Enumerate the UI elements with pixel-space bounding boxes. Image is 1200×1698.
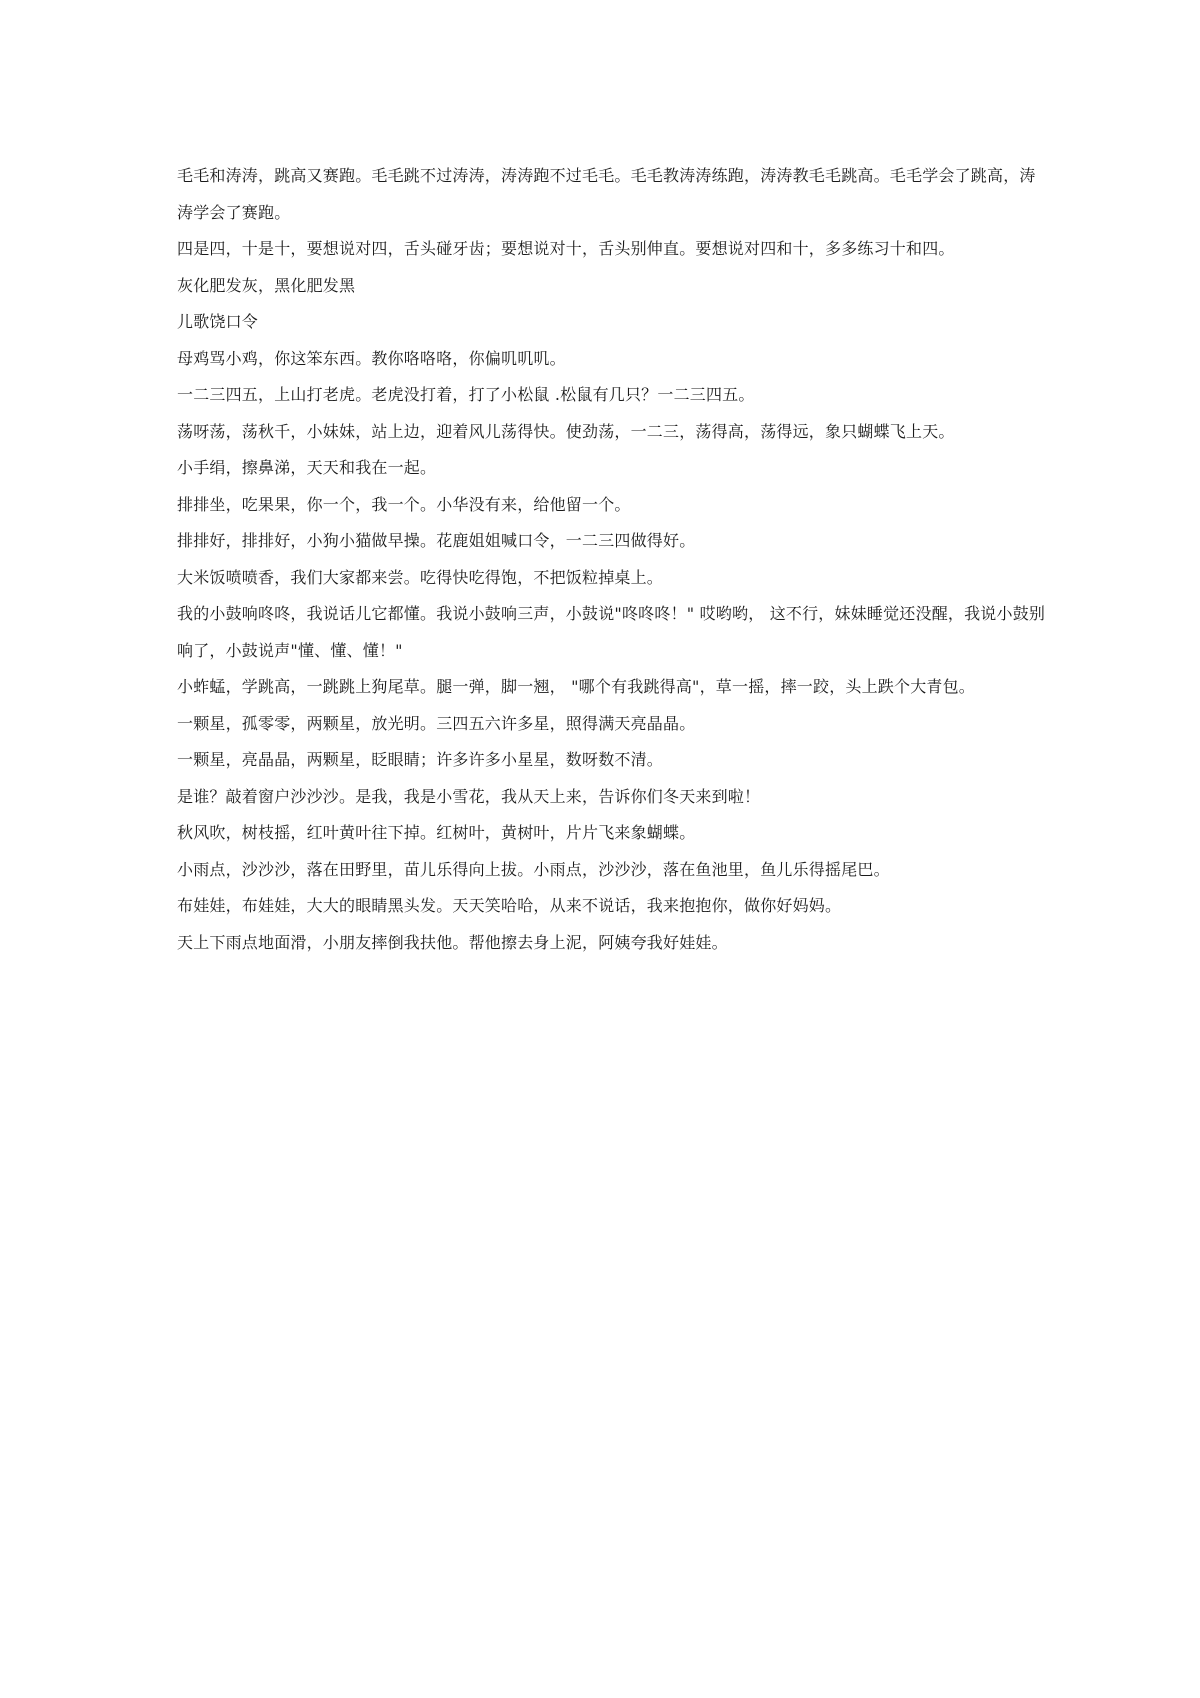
paragraph: 大米饭喷喷香，我们大家都来尝。吃得快吃得饱，不把饭粒掉桌上。 [177, 567, 664, 587]
paragraph: 是谁？敲着窗户沙沙沙。是我，我是小雪花，我从天上来，告诉你们冬天来到啦！ [177, 786, 761, 806]
paragraph: 我的小鼓响咚咚，我说话儿它都懂。我说小鼓响三声，小鼓说"咚咚咚！" 哎哟哟， 这不行，妹妹睡觉还没醒，我说小鼓别响了，小鼓说声"懂、懂、懂！" [177, 604, 1046, 660]
paragraph: 小蚱蜢，学跳高，一跳跳上狗尾草。腿一弹，脚一翘， "哪个有我跳得高"，草一摇，摔一跤，头上跌个大青包。 [177, 677, 976, 696]
paragraph: 荡呀荡，荡秋千，小妹妹，站上边，迎着风儿荡得快。使劲荡，一二三，荡得高，荡得远，象只蝴蝶飞上天。 [177, 421, 955, 441]
paragraph: 天上下雨点地面滑，小朋友摔倒我扶他。帮他擦去身上泥，阿姨夸我好娃娃。 [177, 932, 728, 952]
paragraph: 毛毛和涛涛，跳高又赛跑。毛毛跳不过涛涛，涛涛跑不过毛毛。毛毛教涛涛练跑，涛涛教毛毛跳高。毛毛学会了跳高，涛涛学会了赛跑。 [177, 166, 1036, 222]
paragraph: 儿歌饶口令 [177, 312, 259, 331]
paragraph: 排排好，排排好，小狗小猫做早操。花鹿姐姐喊口令，一二三四做得好。 [177, 531, 696, 550]
paragraph: 灰化肥发灰，黑化肥发黑 [177, 275, 356, 295]
paragraph: 一颗星，亮晶晶，两颗星，眨眼睛；许多许多小星星，数呀数不清。 [177, 750, 664, 769]
paragraph: 母鸡骂小鸡，你这笨东西。教你咯咯咯，你偏叽叽叽。 [177, 348, 566, 368]
paragraph: 四是四，十是十，要想说对四，舌头碰牙齿；要想说对十，舌头别伸直。要想说对四和十，多多练习十和四。 [177, 239, 955, 258]
paragraph: 一二三四五，上山打老虎。老虎没打着，打了小松鼠 .松鼠有几只？一二三四五。 [177, 385, 755, 404]
paragraph: 排排坐，吃果果，你一个，我一个。小华没有来，给他留一个。 [177, 494, 631, 514]
paragraph: 秋风吹，树枝摇，红叶黄叶往下掉。红树叶，黄树叶，片片飞来象蝴蝶。 [177, 823, 696, 842]
document-body [177, 158, 1047, 961]
paragraph: 小手绢，擦鼻涕，天天和我在一起。 [177, 458, 437, 477]
paragraph: 小雨点，沙沙沙，落在田野里，苗儿乐得向上拔。小雨点，沙沙沙，落在鱼池里，鱼儿乐得摇尾巴。 [177, 859, 890, 879]
paragraph: 一颗星，孤零零，两颗星，放光明。三四五六许多星，照得满天亮晶晶。 [177, 713, 696, 733]
paragraph: 布娃娃，布娃娃，大大的眼睛黑头发。天天笑哈哈，从来不说话，我来抱抱你，做你好妈妈。 [177, 896, 842, 915]
